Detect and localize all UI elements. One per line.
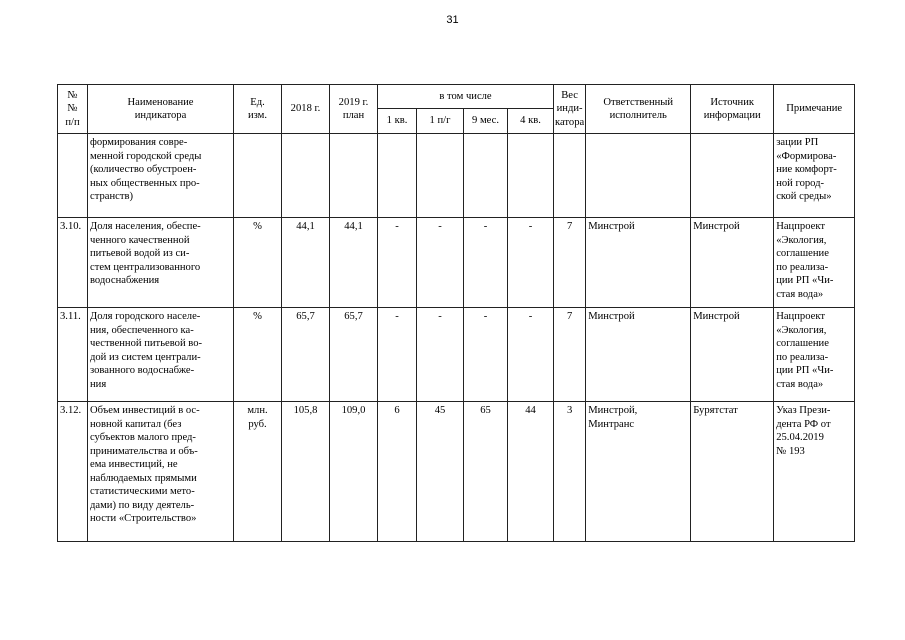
- row-responsible: Минстрой: [586, 218, 691, 308]
- row-weight: 7: [554, 308, 586, 402]
- row-note: зации РП «Формирова- ние комфорт- ной город- ской среды»: [774, 134, 855, 218]
- header-2019-plan: 2019 г. план: [330, 85, 378, 134]
- row-2018: 44,1: [282, 218, 330, 308]
- row-9m: -: [464, 218, 508, 308]
- row-q4: -: [508, 218, 554, 308]
- row-9m: [464, 134, 508, 218]
- row-source: Бурятстат: [691, 402, 774, 542]
- header-h1: 1 п/г: [417, 109, 464, 134]
- row-9m: -: [464, 308, 508, 402]
- row-q1: -: [378, 218, 417, 308]
- row-9m: 65: [464, 402, 508, 542]
- header-q1: 1 кв.: [378, 109, 417, 134]
- page-number: 31: [446, 14, 459, 26]
- row-source: Минстрой: [691, 308, 774, 402]
- row-q1: [378, 134, 417, 218]
- row-name: формирования совре- менной городской среды (количество обустроен- ных общественных про- странств): [88, 134, 234, 218]
- header-num: № № п/п: [58, 85, 88, 134]
- row-h1: -: [417, 218, 464, 308]
- row-2018: 65,7: [282, 308, 330, 402]
- row-weight: 3: [554, 402, 586, 542]
- row-unit: %: [234, 308, 282, 402]
- row-responsible: Минстрой: [586, 308, 691, 402]
- row-h1: -: [417, 308, 464, 402]
- row-2019: 109,0: [330, 402, 378, 542]
- header-note: Примечание: [774, 85, 855, 134]
- table-row: [58, 218, 855, 308]
- header-q4: 4 кв.: [508, 109, 554, 134]
- indicators-table: [57, 84, 855, 542]
- row-q1: 6: [378, 402, 417, 542]
- row-q1: -: [378, 308, 417, 402]
- header-name: Наименование индикатора: [88, 85, 234, 134]
- row-unit: %: [234, 218, 282, 308]
- row-num: 3.10.: [58, 218, 88, 308]
- table-row: [58, 308, 855, 402]
- row-responsible: Минстрой, Минтранс: [586, 402, 691, 542]
- row-2019: 65,7: [330, 308, 378, 402]
- header-source: Источник информации: [691, 85, 774, 134]
- row-source: [691, 134, 774, 218]
- row-weight: [554, 134, 586, 218]
- row-name: Доля городского населе- ния, обеспеченного ка- чественной питьевой во- дой из систем централи- зованного водоснабже- ния: [88, 308, 234, 402]
- table-row: [58, 134, 855, 218]
- row-2018: 105,8: [282, 402, 330, 542]
- row-responsible: [586, 134, 691, 218]
- row-num: 3.11.: [58, 308, 88, 402]
- row-2018: [282, 134, 330, 218]
- row-h1: 45: [417, 402, 464, 542]
- row-h1: [417, 134, 464, 218]
- header-9m: 9 мес.: [464, 109, 508, 134]
- header-2018: 2018 г.: [282, 85, 330, 134]
- header-including: в том числе: [378, 85, 554, 109]
- row-unit: млн. руб.: [234, 402, 282, 542]
- row-name: Объем инвестиций в ос- новной капитал (без субъектов малого пред- принимательства и объ- ема инвестиций, не наблюдаемых прямыми статистическими мето- дами) по виду деятель- ности «Строительство»: [88, 402, 234, 542]
- row-2019: [330, 134, 378, 218]
- row-num: 3.12.: [58, 402, 88, 542]
- table-row: [58, 402, 855, 542]
- header-weight: Вес инди- катора: [554, 85, 586, 134]
- row-q4: 44: [508, 402, 554, 542]
- header-responsible: Ответственный исполнитель: [586, 85, 691, 134]
- row-unit: [234, 134, 282, 218]
- header-unit: Ед. изм.: [234, 85, 282, 134]
- row-q4: -: [508, 308, 554, 402]
- row-q4: [508, 134, 554, 218]
- row-weight: 7: [554, 218, 586, 308]
- row-source: Минстрой: [691, 218, 774, 308]
- row-name: Доля населения, обеспе- ченного качественной питьевой водой из си- стем централизованного водоснабжения: [88, 218, 234, 308]
- row-note: Указ Прези- дента РФ от 25.04.2019 № 193: [774, 402, 855, 542]
- row-2019: 44,1: [330, 218, 378, 308]
- row-num: [58, 134, 88, 218]
- row-note: Нацпроект «Экология, соглашение по реализа- ции РП «Чи- стая вода»: [774, 218, 855, 308]
- header-row-1: [58, 85, 855, 109]
- row-note: Нацпроект «Экология, соглашение по реализа- ции РП «Чи- стая вода»: [774, 308, 855, 402]
